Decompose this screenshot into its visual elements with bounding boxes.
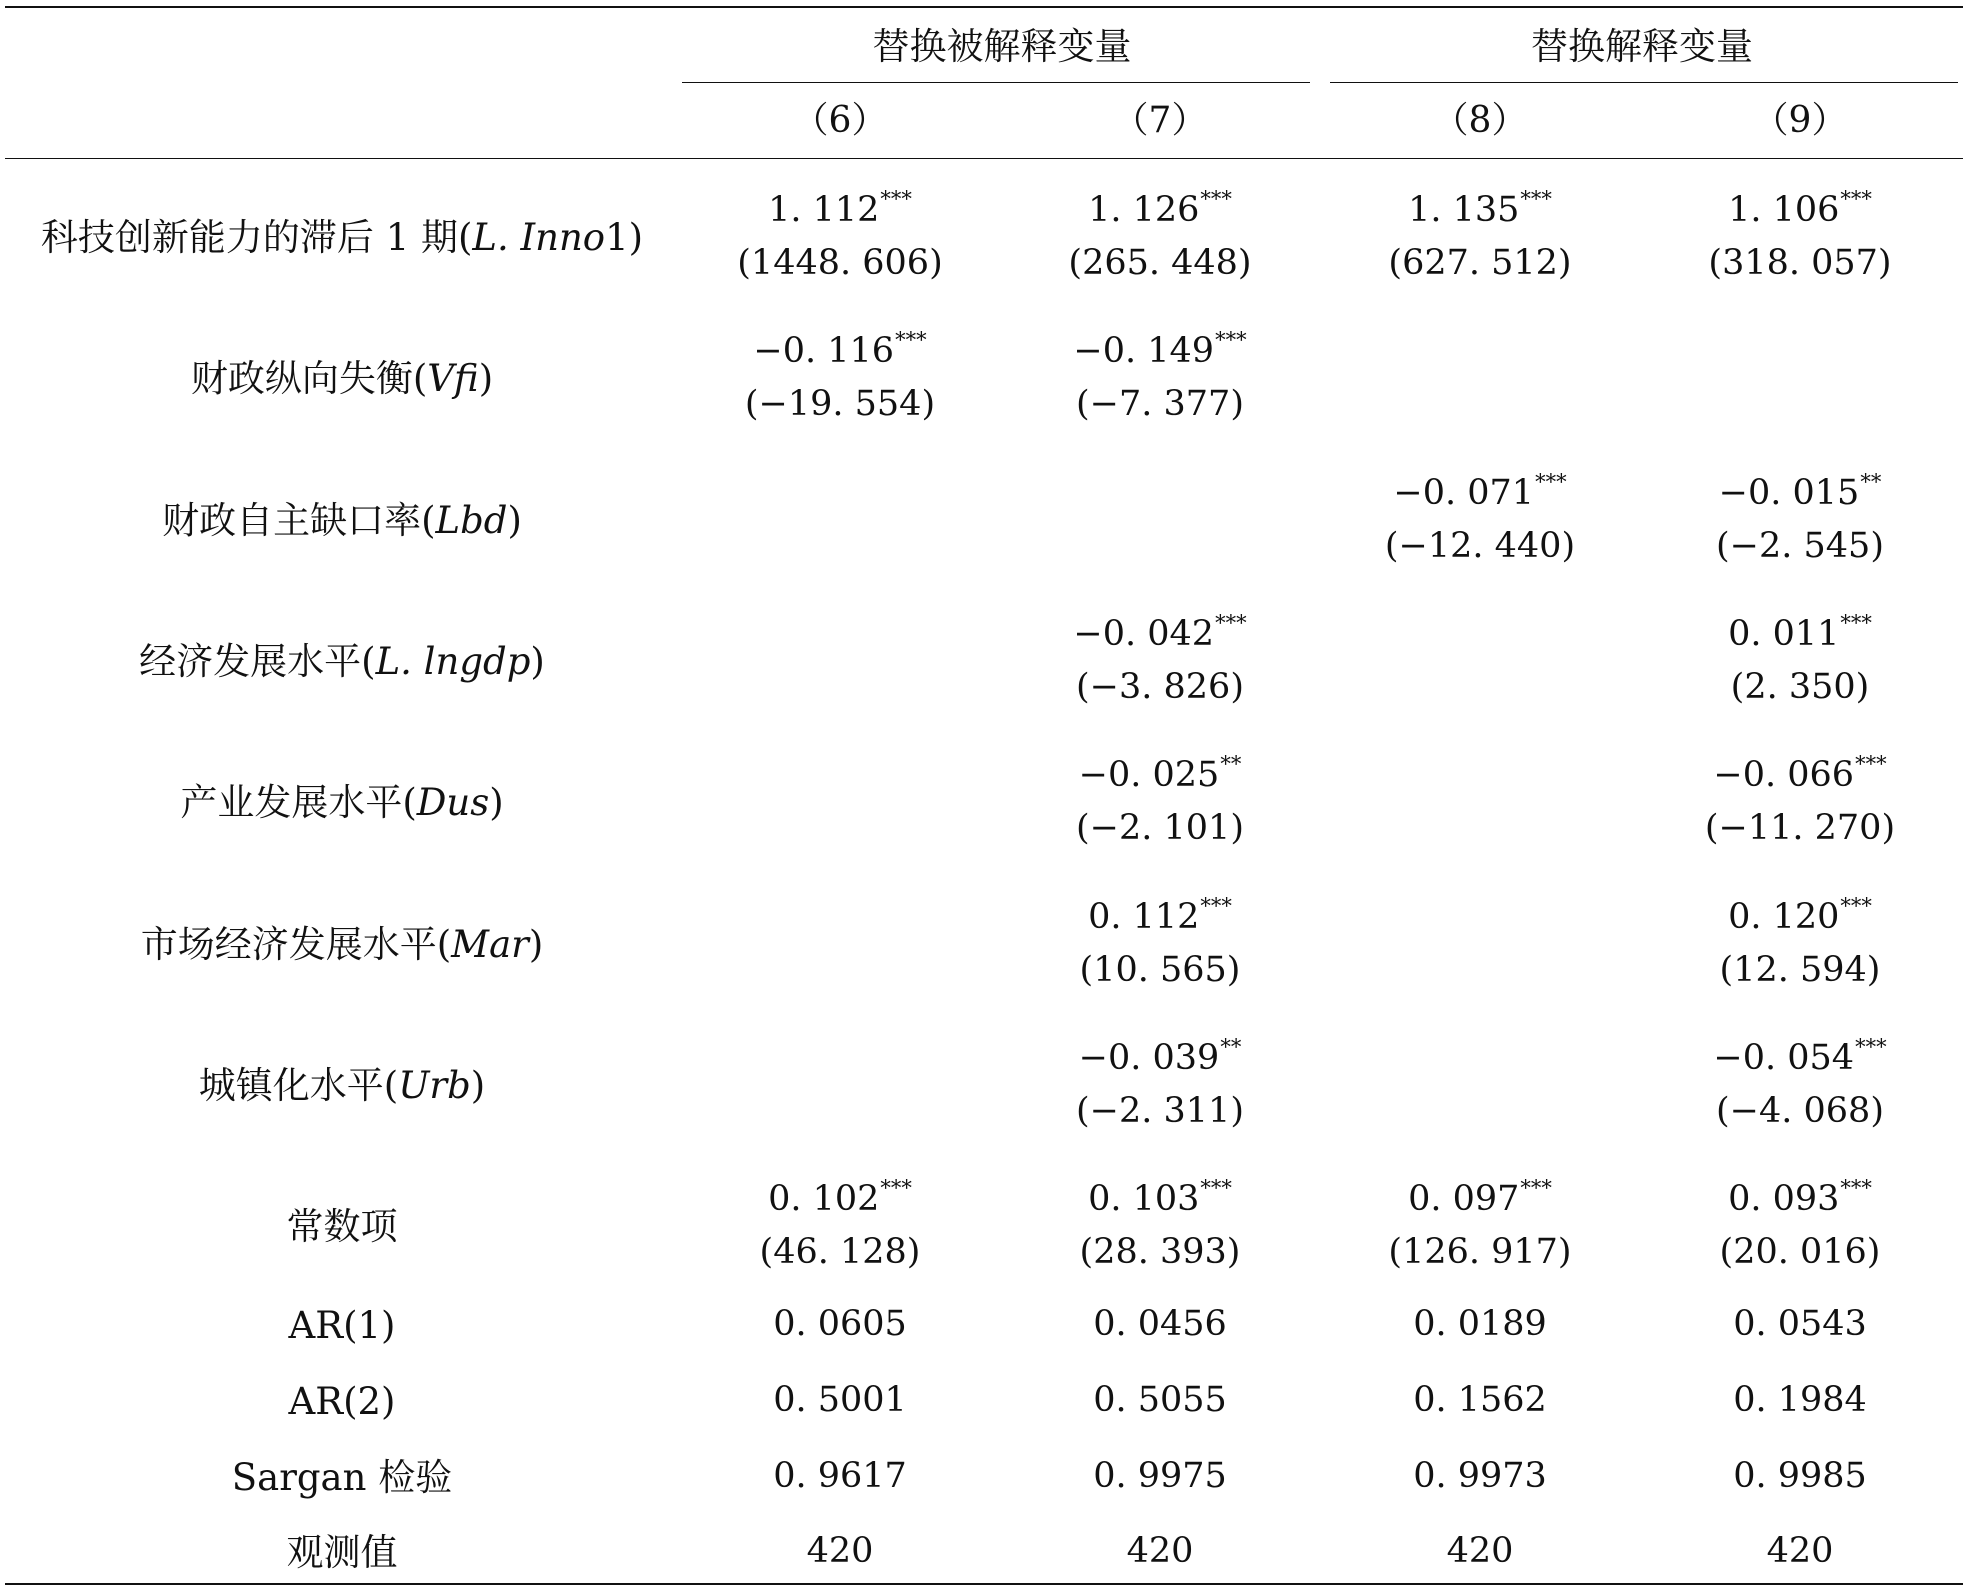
t-statistic-cell xyxy=(1076,384,1244,424)
header-rule xyxy=(5,158,1963,159)
t-statistic-cell xyxy=(1388,1232,1572,1272)
t-statistic-value: (265. 448) xyxy=(1068,243,1252,283)
coefficient-value: −0. 015 xyxy=(1718,473,1860,513)
coefficient-cell xyxy=(1078,752,1242,795)
coefficient-value: 0. 120 xyxy=(1728,897,1840,937)
stat-value xyxy=(1093,1304,1227,1344)
column-header-7: （7） xyxy=(1112,100,1208,141)
row-label-suffix: ) xyxy=(530,640,545,683)
coefficient-cell xyxy=(1073,611,1247,654)
significance-stars: ** xyxy=(1860,470,1882,494)
coefficient-value: −0. 149 xyxy=(1073,331,1215,371)
t-statistic-value: (−7. 377) xyxy=(1076,384,1244,424)
t-statistic-cell xyxy=(1730,667,1870,707)
t-statistic-value: (10. 565) xyxy=(1079,950,1241,990)
row-label xyxy=(190,357,494,400)
t-statistic-cell xyxy=(1079,1232,1241,1272)
t-statistic-cell xyxy=(1388,243,1572,283)
row-label-text: 科技创新能力的滞后 1 期( xyxy=(40,216,473,259)
coefficient-value: −0. 054 xyxy=(1713,1038,1855,1078)
significance-stars: ** xyxy=(1220,1035,1242,1059)
stat-value-text: 0. 0456 xyxy=(1093,1304,1227,1344)
significance-stars: *** xyxy=(1520,1176,1552,1200)
significance-stars: *** xyxy=(1200,187,1232,211)
coefficient-cell xyxy=(768,1176,912,1219)
t-statistic-value: (1448. 606) xyxy=(737,243,943,283)
stat-value xyxy=(773,1304,907,1344)
coefficient-cell xyxy=(1728,611,1872,654)
stat-value xyxy=(1093,1380,1227,1420)
stat-value xyxy=(1413,1304,1547,1344)
stat-value-text: 0. 0605 xyxy=(773,1304,907,1344)
row-label-variable: L. Inno xyxy=(472,216,606,259)
stat-label-text: 观测值 xyxy=(286,1531,398,1574)
row-label xyxy=(198,1064,486,1107)
coefficient-value: 0. 093 xyxy=(1728,1179,1840,1219)
stat-label xyxy=(231,1456,453,1499)
coefficient-cell xyxy=(753,328,927,371)
stat-label-text: AR(1) xyxy=(288,1304,396,1347)
stat-value-text: 0. 1984 xyxy=(1733,1380,1867,1420)
stat-value xyxy=(806,1531,874,1571)
significance-stars: *** xyxy=(880,1176,912,1200)
stat-value xyxy=(1733,1380,1867,1420)
significance-stars: *** xyxy=(1855,752,1887,776)
row-label-variable: Mar xyxy=(451,923,529,966)
coefficient-value: −0. 071 xyxy=(1393,473,1535,513)
coefficient-cell xyxy=(1393,470,1567,513)
coefficient-value: 1. 135 xyxy=(1408,190,1520,230)
coefficient-value: 1. 126 xyxy=(1088,190,1200,230)
coefficient-cell xyxy=(1728,187,1872,230)
coefficient-cell xyxy=(1728,1176,1872,1219)
stat-value xyxy=(1446,1531,1514,1571)
row-label-suffix: 1) xyxy=(605,216,644,259)
coefficient-value: −0. 042 xyxy=(1073,614,1215,654)
stat-value xyxy=(1733,1304,1867,1344)
row-label-text: 城镇化水平( xyxy=(198,1064,399,1107)
row-label xyxy=(140,923,544,966)
t-statistic-value: (−11. 270) xyxy=(1704,808,1896,848)
coefficient-value: −0. 066 xyxy=(1713,755,1855,795)
row-label-variable: L. lngdp xyxy=(375,640,531,683)
t-statistic-value: (46. 128) xyxy=(759,1232,921,1272)
stat-value-text: 420 xyxy=(806,1531,874,1571)
stat-value xyxy=(1413,1456,1547,1496)
coefficient-value: 0. 102 xyxy=(768,1179,880,1219)
coefficient-cell xyxy=(1073,328,1247,371)
t-statistic-value: (627. 512) xyxy=(1388,243,1572,283)
coefficient-value: 0. 011 xyxy=(1728,614,1840,654)
column-header-9: （9） xyxy=(1752,100,1848,141)
significance-stars: *** xyxy=(1840,894,1872,918)
t-statistic-cell xyxy=(1704,808,1896,848)
t-statistic-cell xyxy=(1716,526,1884,566)
row-label-text: 经济发展水平( xyxy=(139,640,376,683)
significance-stars: *** xyxy=(1840,187,1872,211)
t-statistic-cell xyxy=(1068,243,1252,283)
coefficient-cell xyxy=(1078,1035,1242,1078)
significance-stars: *** xyxy=(1840,611,1872,635)
stat-value-text: 420 xyxy=(1766,1531,1834,1571)
t-statistic-value: (318. 057) xyxy=(1708,243,1892,283)
row-label-suffix: ) xyxy=(478,357,494,400)
t-statistic-cell xyxy=(1719,950,1881,990)
significance-stars: ** xyxy=(1220,752,1242,776)
coefficient-value: −0. 116 xyxy=(753,331,895,371)
stat-value-text: 0. 9985 xyxy=(1733,1456,1867,1496)
row-label xyxy=(40,216,644,259)
stat-label xyxy=(288,1304,396,1347)
stat-value-text: 0. 1562 xyxy=(1413,1380,1547,1420)
coefficient-value: 0. 097 xyxy=(1408,1179,1520,1219)
stat-label-text: AR(2) xyxy=(288,1380,396,1423)
group-underline-1 xyxy=(682,82,1310,83)
row-label-suffix: ) xyxy=(528,923,544,966)
row-label-text: 常数项 xyxy=(286,1205,398,1248)
coefficient-cell xyxy=(1088,1176,1232,1219)
stat-value-text: 0. 9973 xyxy=(1413,1456,1547,1496)
significance-stars: *** xyxy=(1520,187,1552,211)
t-statistic-cell xyxy=(744,384,936,424)
t-statistic-cell xyxy=(1708,243,1892,283)
stat-value xyxy=(773,1380,907,1420)
stat-value xyxy=(1766,1531,1834,1571)
t-statistic-cell xyxy=(1716,1091,1884,1131)
stat-value-text: 0. 5055 xyxy=(1093,1380,1227,1420)
significance-stars: *** xyxy=(1535,470,1567,494)
stat-value xyxy=(1093,1456,1227,1496)
stat-value-text: 0. 0189 xyxy=(1413,1304,1547,1344)
row-label-suffix: ) xyxy=(507,499,522,542)
coefficient-cell xyxy=(1408,1176,1552,1219)
coefficient-cell xyxy=(1728,894,1872,937)
t-statistic-cell xyxy=(1719,1232,1881,1272)
row-label xyxy=(286,1205,398,1248)
t-statistic-value: (12. 594) xyxy=(1719,950,1881,990)
coefficient-cell xyxy=(1408,187,1552,230)
t-statistic-value: (−2. 311) xyxy=(1076,1091,1244,1131)
bottom-rule xyxy=(5,1583,1963,1585)
coefficient-cell xyxy=(1713,752,1887,795)
row-label-suffix: ) xyxy=(470,1064,486,1107)
coefficient-cell xyxy=(1088,187,1232,230)
coefficient-cell xyxy=(1718,470,1882,513)
t-statistic-value: (126. 917) xyxy=(1388,1232,1572,1272)
stat-label xyxy=(288,1380,396,1423)
coefficient-cell xyxy=(768,187,912,230)
row-label-text: 财政纵向失衡( xyxy=(190,357,428,400)
significance-stars: *** xyxy=(880,187,912,211)
significance-stars: *** xyxy=(1200,1176,1232,1200)
row-label-suffix: ) xyxy=(489,781,504,824)
coefficient-value: 0. 112 xyxy=(1088,897,1200,937)
significance-stars: *** xyxy=(1855,1035,1887,1059)
column-header-8: （8） xyxy=(1432,100,1528,141)
t-statistic-value: (28. 393) xyxy=(1079,1232,1241,1272)
row-label xyxy=(180,781,504,824)
group-header-dependent: 替换被解释变量 xyxy=(872,25,1132,68)
row-label-text: 市场经济发展水平( xyxy=(140,923,452,966)
t-statistic-cell xyxy=(1384,526,1576,566)
t-statistic-value: (2. 350) xyxy=(1730,667,1870,707)
t-statistic-value: (−12. 440) xyxy=(1384,526,1576,566)
stat-label xyxy=(286,1531,398,1574)
row-label-variable: Dus xyxy=(416,781,490,824)
stat-value-text: 0. 5001 xyxy=(773,1380,907,1420)
significance-stars: *** xyxy=(1840,1176,1872,1200)
t-statistic-cell xyxy=(759,1232,921,1272)
column-header-6: （6） xyxy=(792,100,888,141)
t-statistic-value: (20. 016) xyxy=(1719,1232,1881,1272)
stat-value xyxy=(773,1456,907,1496)
stat-value-text: 0. 0543 xyxy=(1733,1304,1867,1344)
stat-value xyxy=(1733,1456,1867,1496)
coefficient-value: 0. 103 xyxy=(1088,1179,1200,1219)
stat-label-text: Sargan 检验 xyxy=(231,1456,453,1499)
stat-value xyxy=(1126,1531,1194,1571)
t-statistic-cell xyxy=(1076,667,1244,707)
t-statistic-value: (−19. 554) xyxy=(744,384,936,424)
row-label-variable: Urb xyxy=(398,1064,471,1107)
t-statistic-value: (−2. 101) xyxy=(1076,808,1244,848)
group-underline-2 xyxy=(1330,82,1958,83)
stat-value-text: 420 xyxy=(1126,1531,1194,1571)
coefficient-cell xyxy=(1088,894,1232,937)
group-header-explanatory: 替换解释变量 xyxy=(1531,25,1753,68)
significance-stars: *** xyxy=(1215,328,1247,352)
coefficient-cell xyxy=(1713,1035,1887,1078)
coefficient-value: −0. 025 xyxy=(1078,755,1220,795)
row-label-text: 产业发展水平( xyxy=(180,781,417,824)
t-statistic-cell xyxy=(1079,950,1241,990)
t-statistic-cell xyxy=(1076,1091,1244,1131)
significance-stars: *** xyxy=(895,328,927,352)
stat-value-text: 0. 9975 xyxy=(1093,1456,1227,1496)
significance-stars: *** xyxy=(1215,611,1247,635)
stat-value-text: 420 xyxy=(1446,1531,1514,1571)
row-label xyxy=(162,499,522,542)
significance-stars: *** xyxy=(1200,894,1232,918)
row-label-variable: Vfi xyxy=(427,357,479,400)
coefficient-value: 1. 106 xyxy=(1728,190,1840,230)
t-statistic-value: (−4. 068) xyxy=(1716,1091,1884,1131)
coefficient-value: 1. 112 xyxy=(768,190,880,230)
t-statistic-value: (−3. 826) xyxy=(1076,667,1244,707)
t-statistic-cell xyxy=(1076,808,1244,848)
top-rule xyxy=(5,6,1963,8)
stat-value xyxy=(1413,1380,1547,1420)
row-label-text: 财政自主缺口率( xyxy=(162,499,436,542)
t-statistic-value: (−2. 545) xyxy=(1716,526,1884,566)
stat-value-text: 0. 9617 xyxy=(773,1456,907,1496)
row-label xyxy=(139,640,545,683)
t-statistic-cell xyxy=(737,243,943,283)
row-label-variable: Lbd xyxy=(435,499,508,542)
coefficient-value: −0. 039 xyxy=(1078,1038,1220,1078)
